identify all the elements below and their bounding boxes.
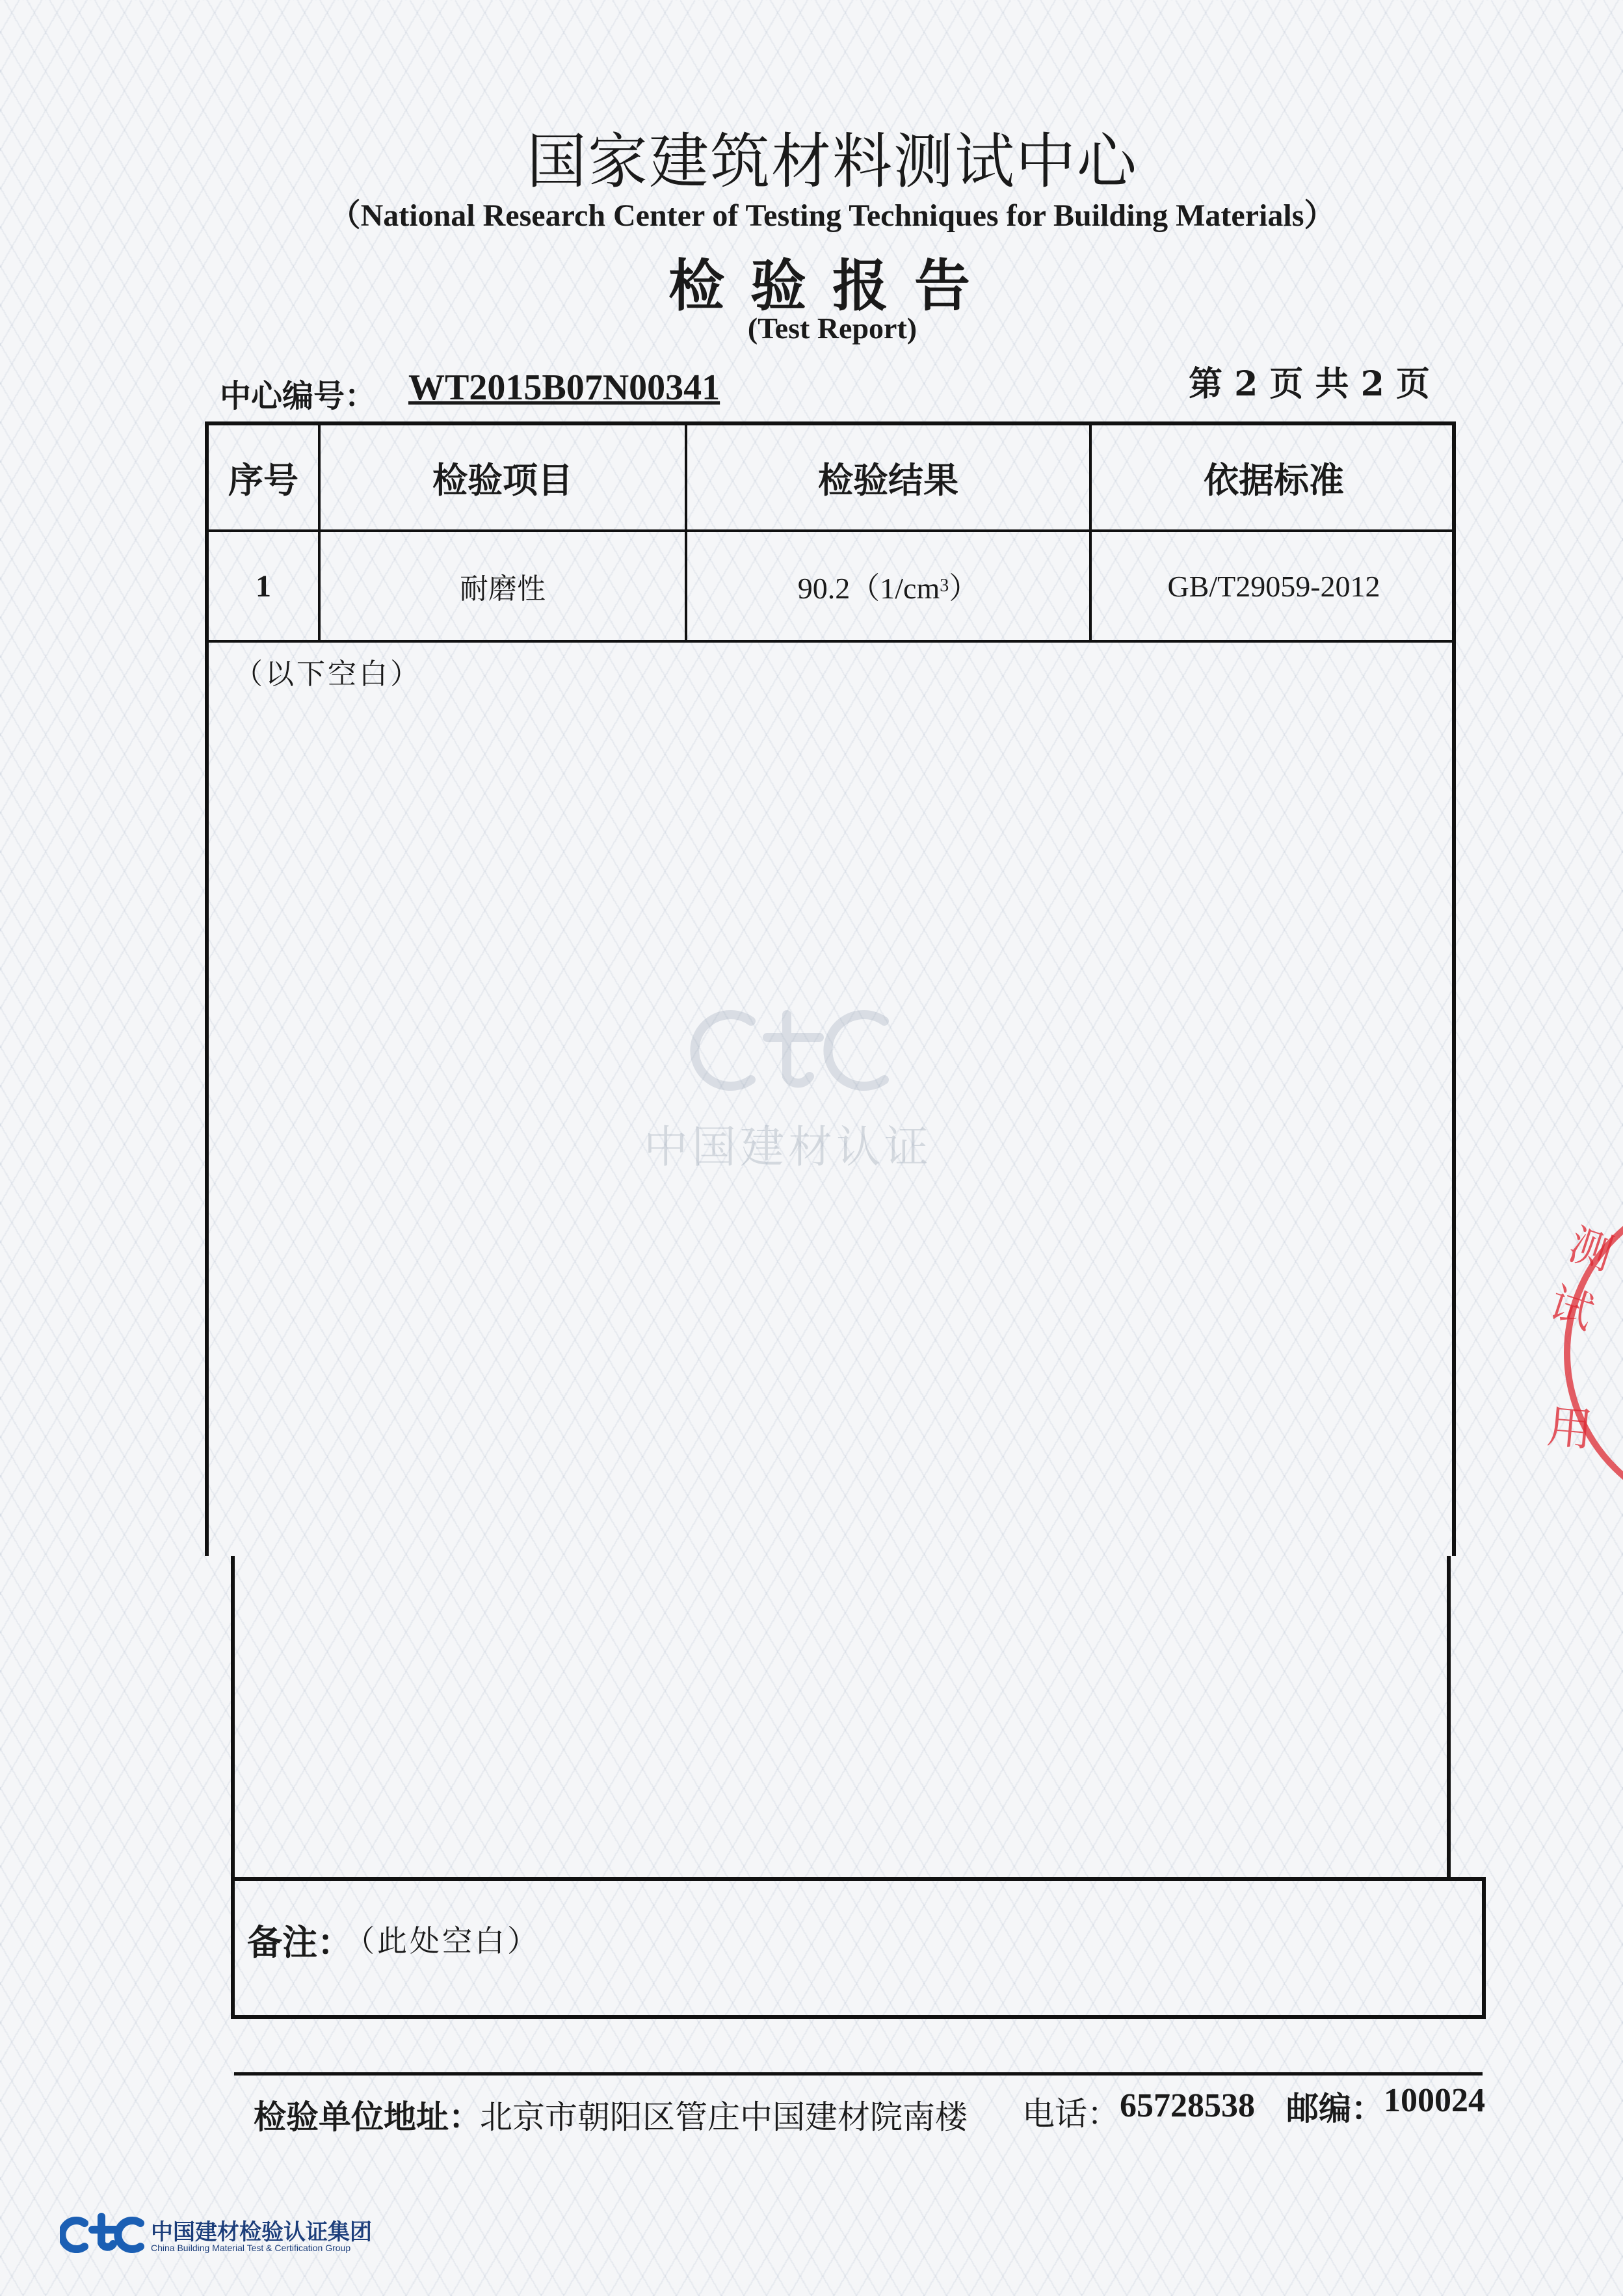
remarks-label: 备注： <box>247 1922 352 1963</box>
page-indicator: 第 2 页 共 2 页 <box>1189 364 1430 404</box>
frame-line-right <box>1447 1556 1451 1881</box>
report-title: 检验报告 <box>668 253 996 319</box>
row-result <box>687 532 1092 640</box>
remarks-text: （此处空白） <box>345 1923 540 1958</box>
center-title: 国家建筑材料测试中心 <box>526 127 1138 196</box>
seal-stamp-text-bottom: 用 <box>1545 1400 1595 1457</box>
report-title-english: (Test Report) <box>747 312 917 345</box>
frame-line-left <box>231 1556 235 1881</box>
blank-below-note: （以下空白） <box>234 658 421 691</box>
table-header-row <box>209 425 1452 532</box>
header-result: 检验结果 <box>687 425 1092 529</box>
row-result-exponent: 3 <box>940 576 949 596</box>
seal-stamp-text-top: 测试 <box>1543 1219 1619 1339</box>
center-title-english: （National Research Center of Testing Techniques for Building Materials） <box>329 198 1336 233</box>
phone-value: 65728538 <box>1120 2087 1255 2124</box>
row-result-suffix: ） <box>949 572 979 605</box>
ctc-logo-icon <box>60 2211 144 2257</box>
row-standard: GB/T29059-2012 <box>1167 569 1380 603</box>
center-number-label: 中心编号： <box>220 378 376 414</box>
zip-label: 邮编： <box>1286 2090 1384 2128</box>
footer-divider <box>234 2072 1483 2076</box>
header-standard: 依据标准 <box>1204 459 1344 501</box>
row-item: 耐磨性 <box>321 532 687 640</box>
phone-label: 电话： <box>1022 2095 1120 2133</box>
address-label: 检验单位地址： <box>254 2098 481 2136</box>
zip-value: 100024 <box>1384 2082 1485 2119</box>
center-number-value: WT2015B07N00341 <box>408 367 720 408</box>
results-table <box>205 421 1456 1556</box>
row-seq: 1 <box>209 532 321 640</box>
header-seq: 序号 <box>209 425 321 529</box>
table-row <box>209 532 1452 643</box>
row-result-value: 90.2（1/cm <box>797 572 940 605</box>
group-name-cn: 中国建材检验认证集团 <box>151 2219 372 2245</box>
watermark-text: 中国建材认证 <box>644 1122 933 1173</box>
address-value: 北京市朝阳区管庄中国建材院南楼 <box>480 2098 968 2136</box>
group-name-en: China Building Material Test & Certification Group <box>151 2243 351 2253</box>
header-item: 检验项目 <box>321 425 687 529</box>
